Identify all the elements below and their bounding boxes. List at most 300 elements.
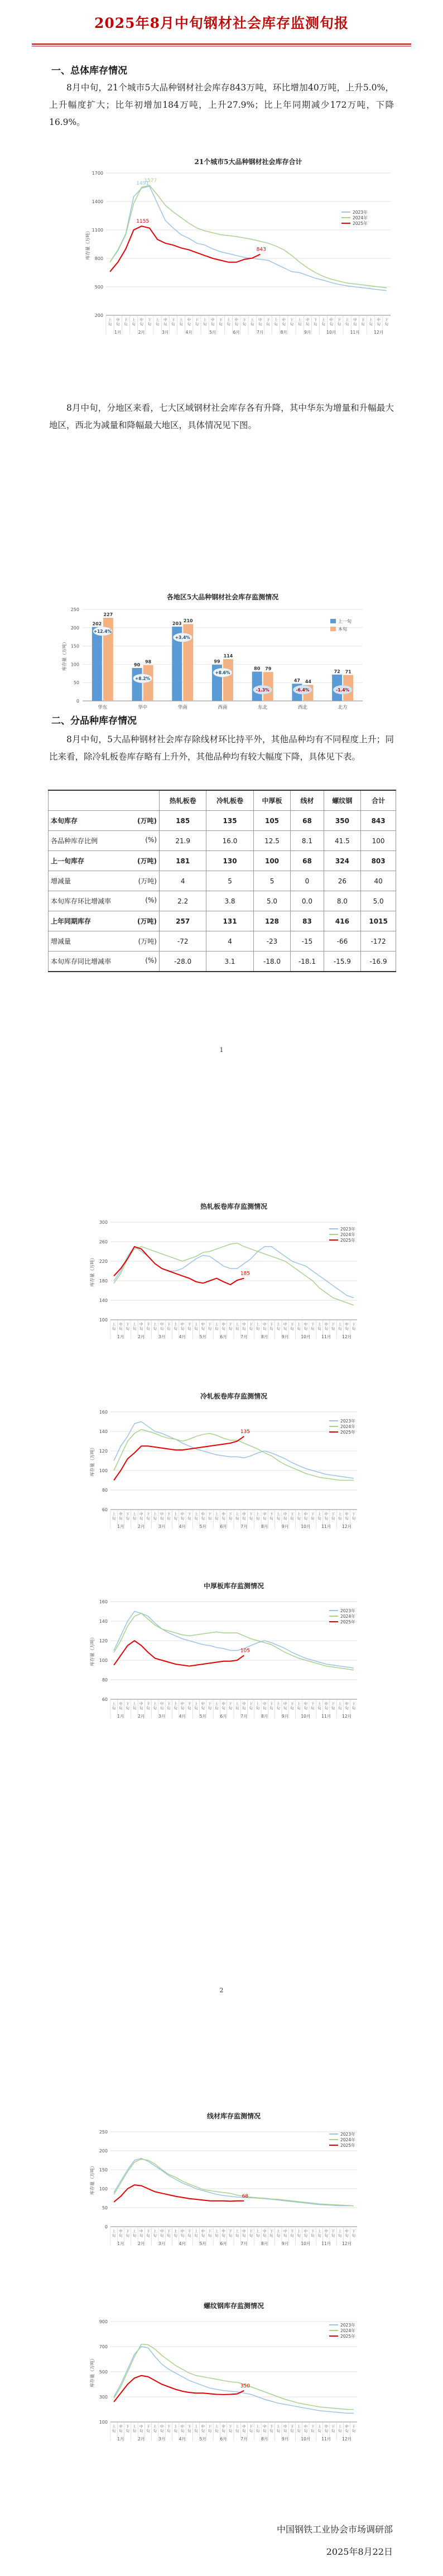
x-tick-label: 上 (297, 1322, 301, 1327)
x-month-label: 6月 (233, 330, 240, 335)
x-tick-label: 旬 (180, 1327, 185, 1331)
x-tick-label: 旬 (310, 2429, 315, 2433)
x-tick-label: 中 (345, 1702, 349, 1706)
x-tick-label: 旬 (276, 2233, 281, 2238)
x-tick-label: 旬 (282, 322, 286, 326)
x-category-label: 华中 (138, 705, 148, 710)
x-tick-label: 下 (167, 1702, 171, 1706)
x-tick-label: 中 (139, 318, 143, 322)
x-tick-label: 上 (215, 2229, 219, 2233)
x-tick-label: 下 (208, 1702, 212, 1706)
x-tick-label: 旬 (153, 2429, 157, 2433)
x-tick-label: 上 (215, 1512, 219, 1516)
x-month-label: 11月 (321, 1714, 331, 1719)
x-tick-label: 下 (146, 1512, 150, 1516)
x-tick-label: 旬 (242, 1516, 246, 1521)
x-tick-label: 旬 (297, 322, 302, 326)
chart-title: 21个城市5大品种钢材社会库存合计 (194, 158, 302, 166)
x-tick-label: 上 (203, 318, 207, 322)
x-tick-label: 中 (324, 1512, 328, 1516)
x-month-label: 2月 (138, 1524, 145, 1529)
x-tick-label: 旬 (256, 1516, 260, 1521)
chart-wire (0, 2109, 443, 2266)
x-tick-label: 旬 (132, 2233, 137, 2238)
x-tick-label: 旬 (297, 1706, 301, 1710)
x-tick-label: 旬 (146, 2429, 150, 2433)
x-tick-label: 中 (160, 2424, 164, 2429)
x-tick-label: 旬 (269, 2233, 273, 2238)
x-tick-label: 旬 (290, 1706, 294, 1710)
bar-previous (132, 668, 142, 701)
table-cell: 4 (206, 931, 253, 951)
x-tick-label: 中 (119, 1322, 123, 1327)
x-tick-label: 上 (194, 1512, 198, 1516)
x-tick-label: 下 (310, 2229, 315, 2233)
bar-value-label: 80 (254, 666, 261, 671)
x-tick-label: 旬 (338, 1327, 342, 1331)
x-tick-label: 下 (269, 2424, 273, 2429)
x-tick-label: 中 (201, 2229, 205, 2233)
x-tick-label: 旬 (283, 2233, 287, 2238)
x-tick-label: 旬 (174, 2233, 177, 2238)
x-tick-label: 上 (321, 318, 325, 322)
x-tick-label: 中 (263, 2424, 267, 2429)
row-label-text: 上一旬库存 (51, 857, 85, 865)
x-tick-label: 旬 (263, 1516, 267, 1521)
x-tick-label: 旬 (351, 1516, 356, 1521)
y-axis-label: 库存量（万吨） (90, 2164, 95, 2195)
x-tick-label: 旬 (263, 2233, 267, 2238)
x-tick-label: 上 (317, 1322, 321, 1327)
x-tick-label: 下 (249, 2424, 253, 2429)
x-tick-label: 中 (201, 1512, 205, 1516)
x-tick-label: 中 (201, 2424, 205, 2429)
legend-label: 上一旬 (338, 619, 351, 624)
legend-label: 2025年 (340, 2143, 355, 2148)
x-tick-label: 旬 (215, 2233, 219, 2238)
x-tick-label: 旬 (290, 2233, 294, 2238)
x-tick-label: 旬 (126, 2233, 129, 2238)
x-tick-label: 旬 (304, 2429, 308, 2433)
x-tick-label: 旬 (215, 2429, 219, 2433)
x-tick-label: 上 (235, 2424, 239, 2429)
x-tick-label: 上 (276, 1512, 281, 1516)
x-tick-label: 旬 (297, 2233, 301, 2238)
table-row-label (49, 851, 160, 871)
x-tick-label: 旬 (276, 1706, 281, 1710)
legend-label: 2025年 (340, 2334, 355, 2339)
table-cell: 16.0 (206, 831, 253, 851)
x-month-label: 5月 (199, 1714, 206, 1719)
table-header-cell: 线材 (291, 790, 324, 811)
x-month-label: 12月 (342, 1714, 352, 1719)
x-tick-label: 旬 (290, 1327, 294, 1331)
chart-regions (0, 586, 443, 725)
x-tick-label: 下 (249, 1702, 253, 1706)
x-tick-label: 下 (167, 2424, 171, 2429)
x-tick-label: 旬 (201, 1706, 205, 1710)
y-tick-label: 250 (70, 607, 79, 612)
x-tick-label: 上 (153, 2229, 157, 2233)
x-tick-label: 下 (228, 2424, 233, 2429)
x-tick-label: 旬 (235, 1327, 239, 1331)
x-tick-label: 下 (331, 1702, 335, 1706)
x-month-label: 1月 (117, 2436, 124, 2442)
x-tick-label: 旬 (146, 1706, 150, 1710)
x-tick-label: 旬 (194, 2429, 198, 2433)
x-tick-label: 中 (119, 2424, 123, 2429)
x-tick-label: 下 (146, 1322, 150, 1327)
x-tick-label: 中 (139, 2229, 143, 2233)
x-tick-label: 旬 (139, 1516, 143, 1521)
table-cell: 181 (160, 851, 206, 871)
x-tick-label: 旬 (187, 322, 191, 326)
x-tick-label: 旬 (269, 1327, 273, 1331)
x-month-label: 1月 (117, 1524, 124, 1529)
x-tick-label: 上 (132, 1702, 137, 1706)
x-tick-label: 上 (235, 1702, 239, 1706)
x-tick-label: 旬 (126, 1706, 129, 1710)
x-month-label: 9月 (281, 1524, 289, 1529)
legend-label: 2024年 (340, 1614, 355, 1619)
x-tick-label: 上 (338, 1702, 342, 1706)
x-month-label: 10月 (301, 2241, 311, 2246)
y-tick-label: 150 (99, 2168, 108, 2173)
x-tick-label: 上 (297, 2229, 301, 2233)
chart-plate (0, 1579, 443, 1738)
x-tick-label: 上 (174, 2424, 177, 2429)
x-tick-label: 上 (256, 2229, 260, 2233)
x-tick-label: 下 (187, 1322, 191, 1327)
x-tick-label: 中 (283, 2229, 287, 2233)
x-tick-label: 旬 (222, 2429, 225, 2433)
x-tick-label: 下 (208, 1322, 212, 1327)
x-tick-label: 旬 (187, 2429, 191, 2433)
row-unit-text: (万吨) (138, 877, 157, 885)
bar-value-label: 90 (134, 662, 141, 667)
change-label: +8.2% (135, 676, 151, 681)
x-month-label: 12月 (342, 1524, 352, 1529)
x-tick-label: 下 (361, 318, 365, 322)
x-tick-label: 旬 (345, 2233, 349, 2238)
x-tick-label: 旬 (242, 1327, 246, 1331)
x-tick-label: 旬 (174, 1706, 177, 1710)
y-tick-label: 150 (70, 643, 79, 649)
x-tick-label: 旬 (139, 2233, 143, 2238)
chart-hot-rolled (0, 1200, 443, 1359)
x-tick-label: 下 (228, 1512, 233, 1516)
x-tick-label: 上 (132, 1512, 137, 1516)
y-tick-label: 0 (104, 2224, 108, 2229)
bar-value-label: 72 (334, 669, 340, 674)
x-month-label: 2月 (138, 2436, 145, 2442)
y-tick-label: 50 (73, 680, 79, 686)
x-tick-label: 上 (153, 1322, 157, 1327)
x-month-label: 12月 (342, 1334, 352, 1339)
x-tick-label: 下 (187, 2424, 191, 2429)
y-axis-label: 库存量（万吨） (62, 640, 67, 671)
x-month-label: 1月 (117, 1714, 124, 1719)
x-month-label: 3月 (158, 2241, 166, 2246)
x-tick-label: 旬 (324, 1516, 328, 1521)
x-tick-label: 旬 (194, 1706, 198, 1710)
x-tick-label: 中 (283, 1702, 287, 1706)
table-cell: -18.1 (291, 951, 324, 972)
data-label: 105 (240, 1648, 251, 1654)
x-category-label: 西南 (218, 705, 228, 710)
x-month-label: 8月 (261, 1714, 268, 1719)
x-tick-label: 旬 (124, 322, 128, 326)
x-tick-label: 下 (228, 1702, 233, 1706)
table-cell: -16.9 (361, 951, 396, 972)
page-number-1: 1 (219, 1046, 224, 1054)
x-tick-label: 下 (290, 2424, 294, 2429)
x-tick-label: 旬 (146, 2233, 150, 2238)
table-cell: 131 (206, 911, 253, 931)
y-tick-label: 250 (99, 2130, 108, 2135)
y-axis-label: 库存量（万吨） (90, 2356, 95, 2387)
x-tick-label: 中 (160, 1512, 164, 1516)
bar-value-label: 79 (265, 666, 272, 672)
table-cell: 105 (253, 811, 291, 831)
row-unit-text: (%) (145, 957, 157, 964)
table-header-row (49, 790, 396, 811)
x-tick-label: 旬 (119, 1516, 123, 1521)
x-tick-label: 中 (222, 1322, 225, 1327)
legend-swatch (330, 627, 336, 631)
row-unit-text: (%) (145, 836, 157, 844)
x-tick-label: 旬 (112, 1516, 116, 1521)
x-tick-label: 上 (179, 318, 183, 322)
legend-label: 2023年 (340, 2323, 355, 2328)
x-tick-label: 旬 (112, 1327, 116, 1331)
x-tick-label: 上 (338, 2424, 342, 2429)
x-tick-label: 中 (139, 2424, 143, 2429)
x-tick-label: 中 (263, 1702, 267, 1706)
x-tick-label: 旬 (208, 1516, 212, 1521)
x-tick-label: 旬 (290, 2429, 294, 2433)
x-tick-label: 上 (174, 1702, 177, 1706)
table-header-cell: 合计 (361, 790, 396, 811)
table-cell: 350 (324, 811, 361, 831)
y-axis-label: 库存量（万吨） (90, 1445, 95, 1477)
table-cell: 3.8 (206, 891, 253, 911)
x-tick-label: 上 (297, 1512, 301, 1516)
x-tick-label: 旬 (187, 1516, 191, 1521)
overall-paragraph: 8月中旬，21个城市5大品种钢材社会库存843万吨，环比增加40万吨，上升5.0%，上升幅度扩大；比年初增加184万吨，上升27.9%；比上年同期减少172万吨，下降16.9%。 (49, 83, 394, 127)
x-tick-label: 旬 (306, 322, 310, 326)
x-tick-label: 旬 (119, 2233, 123, 2238)
table-row (49, 811, 396, 831)
x-tick-label: 中 (263, 2229, 267, 2233)
table-cell: -23 (253, 931, 291, 951)
varieties-paragraph: 8月中旬，5大品种钢材社会库存除线材环比持平外，其他品种均有不同程度上升；同比来看，除冷轧板卷库存略有上升外，其他品种均有较大幅度下降，具体见下表。 (49, 734, 394, 762)
x-month-label: 11月 (350, 330, 360, 335)
x-tick-label: 上 (112, 2424, 116, 2429)
x-tick-label: 上 (215, 2424, 219, 2429)
x-tick-label: 旬 (331, 1706, 335, 1710)
row-label-text: 本旬库存 (51, 817, 78, 825)
data-label: 1577 (144, 178, 157, 184)
x-tick-label: 上 (235, 1322, 239, 1327)
x-tick-label: 下 (310, 2424, 315, 2429)
y-tick-label: 140 (99, 1429, 108, 1434)
x-tick-label: 旬 (369, 322, 373, 326)
x-month-label: 6月 (220, 1334, 227, 1339)
x-tick-label: 旬 (338, 1706, 342, 1710)
table-row-label (49, 911, 160, 931)
x-tick-label: 旬 (324, 2233, 328, 2238)
bar-current (143, 665, 153, 701)
change-label: -1.4% (336, 688, 350, 693)
x-tick-label: 旬 (290, 322, 294, 326)
x-tick-label: 上 (317, 2424, 321, 2429)
x-tick-label: 中 (304, 1702, 308, 1706)
x-tick-label: 旬 (324, 2429, 328, 2433)
y-tick-label: 100 (99, 1658, 108, 1663)
table-cell: 21.9 (160, 831, 206, 851)
x-tick-label: 旬 (195, 322, 199, 326)
x-tick-label: 旬 (345, 1516, 349, 1521)
x-month-label: 7月 (240, 2241, 248, 2246)
x-tick-label: 上 (256, 1702, 260, 1706)
table-cell: 130 (206, 851, 253, 871)
x-tick-label: 上 (345, 318, 349, 322)
x-tick-label: 旬 (256, 1327, 260, 1331)
legend-label: 2023年 (353, 210, 368, 215)
x-tick-label: 上 (153, 1702, 157, 1706)
x-tick-label: 上 (174, 1512, 177, 1516)
legend-label: 2025年 (340, 1238, 355, 1243)
x-tick-label: 上 (132, 1322, 137, 1327)
regional-paragraph: 8月中旬，分地区来看，七大区域钢材社会库存各有升降，其中华东为增量和升幅最大地区，西北为减量和降幅最大地区，具体情况见下图。 (49, 403, 394, 430)
table-cell: 8.0 (324, 891, 361, 911)
legend-label: 2025年 (353, 221, 368, 226)
x-tick-label: 旬 (338, 2233, 342, 2238)
chart-title: 各地区5大品种钢材社会库存监测情况 (166, 593, 279, 601)
x-month-label: 2月 (138, 1714, 145, 1719)
table-cell: 26 (324, 871, 361, 891)
series-line-2025年 (114, 1436, 244, 1481)
x-tick-label: 上 (112, 1702, 116, 1706)
y-tick-label: 140 (99, 1298, 108, 1303)
x-tick-label: 旬 (338, 1516, 342, 1521)
x-month-label: 8月 (261, 2241, 268, 2246)
x-tick-label: 下 (290, 1322, 294, 1327)
x-tick-label: 中 (180, 1702, 185, 1706)
y-tick-label: 100 (99, 1318, 108, 1323)
x-tick-label: 上 (256, 1322, 260, 1327)
bar-value-label: 71 (345, 669, 351, 675)
table-cell: 5.0 (253, 891, 291, 911)
x-tick-label: 旬 (112, 2429, 116, 2433)
x-month-label: 6月 (220, 1714, 227, 1719)
x-tick-label: 旬 (228, 1327, 233, 1331)
x-tick-label: 旬 (167, 2429, 171, 2433)
x-tick-label: 旬 (351, 1706, 356, 1710)
section-heading-overall: 一、总体库存情况 (51, 65, 127, 76)
x-tick-label: 中 (345, 2424, 349, 2429)
y-tick-label: 0 (76, 699, 79, 704)
x-tick-label: 中 (222, 2229, 225, 2233)
x-tick-label: 旬 (208, 1706, 212, 1710)
x-month-label: 3月 (162, 330, 169, 335)
table-row-label (49, 951, 160, 972)
series-line-2024年 (114, 2344, 354, 2410)
x-tick-label: 上 (132, 2229, 137, 2233)
table-row (49, 911, 396, 931)
x-tick-label: 上 (256, 1512, 260, 1516)
table-cell: -172 (361, 931, 396, 951)
x-month-label: 5月 (199, 1524, 206, 1529)
x-tick-label: 下 (351, 2424, 356, 2429)
x-tick-label: 旬 (331, 2429, 335, 2433)
x-tick-label: 下 (249, 1322, 253, 1327)
plate-line-chart (0, 1579, 443, 1738)
row-label-text: 增减量 (51, 877, 71, 885)
x-tick-label: 旬 (304, 1706, 308, 1710)
x-month-label: 9月 (281, 1714, 289, 1719)
x-tick-label: 上 (317, 2229, 321, 2233)
y-axis-label: 库存量（万吨） (90, 1255, 95, 1287)
x-tick-label: 旬 (384, 322, 389, 326)
x-month-label: 5月 (199, 2436, 206, 2442)
table-cell: 12.5 (253, 831, 291, 851)
table-cell: 128 (253, 911, 291, 931)
x-tick-label: 下 (310, 1702, 315, 1706)
x-tick-label: 旬 (215, 1516, 219, 1521)
x-month-label: 9月 (281, 2436, 289, 2442)
x-tick-label: 旬 (222, 2233, 225, 2238)
x-tick-label: 下 (269, 1702, 273, 1706)
x-tick-label: 旬 (180, 1516, 185, 1521)
x-tick-label: 旬 (139, 1706, 143, 1710)
x-tick-label: 上 (235, 1512, 239, 1516)
x-category-label: 西北 (297, 705, 307, 710)
x-tick-label: 上 (276, 2229, 281, 2233)
y-tick-label: 120 (99, 1449, 108, 1454)
x-tick-label: 旬 (324, 1706, 328, 1710)
x-tick-label: 中 (345, 1322, 349, 1327)
x-tick-label: 旬 (263, 1327, 267, 1331)
x-tick-label: 旬 (304, 2233, 308, 2238)
x-month-label: 4月 (185, 330, 192, 335)
change-label: -6.4% (296, 688, 310, 693)
table-cell: 843 (361, 811, 396, 831)
data-label: 1491 (136, 181, 150, 187)
bar-value-label: 203 (172, 621, 182, 626)
table-row-label (49, 831, 160, 851)
x-tick-label: 旬 (194, 1327, 198, 1331)
x-tick-label: 上 (317, 1702, 321, 1706)
x-tick-label: 旬 (283, 1327, 287, 1331)
x-tick-label: 上 (297, 2424, 301, 2429)
x-tick-label: 中 (324, 1322, 328, 1327)
x-tick-label: 旬 (338, 2429, 342, 2433)
bar-previous (92, 627, 102, 701)
x-tick-label: 旬 (163, 322, 167, 326)
x-tick-label: 旬 (153, 1516, 157, 1521)
x-tick-label: 旬 (167, 1516, 171, 1521)
x-category-label: 东北 (258, 705, 268, 710)
x-tick-label: 旬 (331, 1327, 335, 1331)
x-tick-label: 上 (194, 1322, 198, 1327)
table-cell: 2.2 (160, 891, 206, 911)
x-tick-label: 旬 (203, 322, 207, 326)
x-tick-label: 旬 (215, 1327, 219, 1331)
x-tick-label: 中 (242, 2424, 246, 2429)
x-tick-label: 旬 (234, 322, 238, 326)
